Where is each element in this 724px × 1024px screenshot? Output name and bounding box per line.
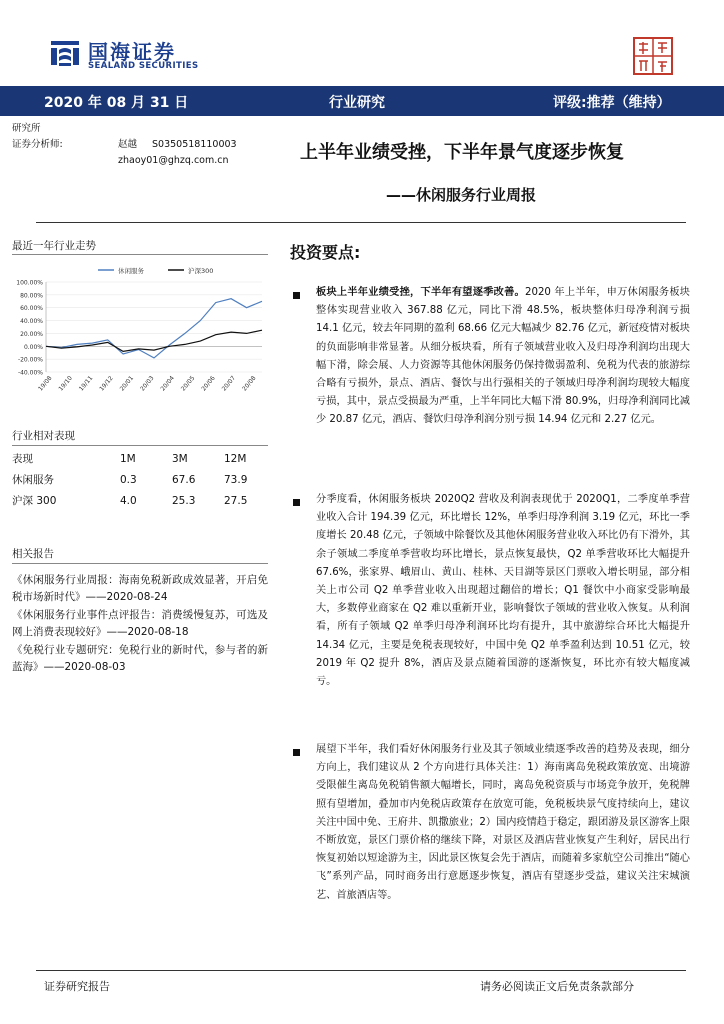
reports-divider (12, 563, 268, 564)
y-tick-label: 80.00% (20, 292, 43, 300)
footer-disclaimer: 请务必阅读正文后免责条款部分 (480, 980, 634, 993)
x-tick-label: 20/03 (139, 374, 156, 393)
brand-name-cn: 国海证券 (88, 40, 176, 64)
table-header-row (12, 448, 268, 469)
perf-table (12, 448, 268, 511)
legend-label: 休闲服务 (118, 267, 144, 275)
y-tick-label: -20.00% (17, 356, 43, 364)
trend-chart (12, 258, 268, 408)
table-header-cell: 表现 (12, 453, 33, 465)
related-reports (12, 572, 268, 676)
table-row (12, 490, 268, 511)
x-tick-label: 19/10 (57, 374, 74, 393)
table-cell: 73.9 (224, 473, 248, 486)
footer-divider (36, 970, 686, 971)
related-report-link[interactable]: 《休闲服务行业事件点评报告：消费缓慢复苏，可选及网上消费表现较好》——2020-08-18 (12, 608, 268, 639)
x-tick-label: 20/05 (179, 374, 197, 393)
header-banner (0, 86, 724, 116)
table-cell: 4.0 (120, 494, 137, 507)
table-cell: 休闲服务 (12, 474, 54, 486)
org-label: 研究所 (12, 123, 41, 134)
x-tick-label: 20/06 (200, 374, 217, 393)
footer-left: 证券研究报告 (44, 980, 110, 993)
analyst-label: 证券分析师: (12, 139, 63, 150)
x-tick-label: 19/12 (98, 374, 115, 393)
x-tick-label: 20/01 (118, 374, 136, 393)
sealand-logo-icon (50, 38, 80, 68)
report-rating: 评级:推荐（维持） (553, 95, 671, 111)
header-divider (36, 222, 686, 223)
table-cell: 0.3 (120, 473, 137, 486)
table-cell: 27.5 (224, 494, 248, 507)
x-tick-label: 20/08 (241, 374, 258, 393)
report-date: 2020 年 08 月 31 日 (44, 95, 189, 111)
y-tick-label: 40.00% (20, 318, 43, 326)
y-tick-label: 60.00% (20, 305, 43, 313)
report-title: 上半年业绩受挫，下半年景气度逐步恢复 (300, 142, 624, 163)
trend-divider (12, 254, 268, 255)
paragraph-quarterly: 分季度看，休闲服务板块 2020Q2 营收及利润表现优于 2020Q1，二季度单季营业收入合计 194.39 亿元，环比增长 12%，单季归母净利润 3.19 亿元，环比一季度增长 20.48 亿元，子领域中除餐饮及其他休闲服务营业收入环比仍有下滑外，其余子领域二季度单季营收均环比增长，景点恢复最快，Q2 单季营收环比大幅提升 67.6%，张家界、峨眉山、黄山、桂林、天目湖等景区门票收入增长明显，部分相关上市公司 Q2 单季营业收入出现超过翻倍的增长；Q1 餐饮中小商家受影响最大，多数停业商家在 Q2 难以重新开业，影响餐饮子领域的营业收入恢复。从利润看，所有子领域 Q2 单季归母净利润环比均有提升，其中旅游综合环比大幅提升 14.34 亿元，主要是免税表现较好，中国中免 Q2 单季盈利达到 10.51 亿元，较 2019 年 Q2 提升 8%，酒店及景点随着国游的逐渐恢复，环比亦有较大幅度减亏。 (316, 494, 690, 688)
analyst-email[interactable]: zhaoy01@ghzq.com.cn (118, 155, 229, 166)
analyst-name: 赵越 (118, 139, 138, 150)
perf-divider (12, 445, 268, 446)
y-tick-label: 0.00% (23, 343, 43, 351)
related-report-link[interactable]: 《休闲服务行业周报：海南免税新政成效显著，开启免税市场新时代》——2020-08-24 (12, 574, 268, 604)
trend-title: 最近一年行业走势 (12, 240, 96, 252)
y-tick-label: 20.00% (20, 330, 43, 338)
paragraph-body: 2020 年上半年，申万休闲服务板块整体实现营业收入 367.88 亿元，同比下滑 48.5%，板块整体归母净利润亏损 14.1 亿元，较去年同期的盈利 68.66 亿元大幅减少 82.76 亿元，新冠疫情对板块的负面影响非常显著。从细分板块看，所有子领域营业收入及归母净利润均出现大幅下滑，除会展、人力资源等其他休闲服务仍保持微弱盈利、免税为代表的旅游综合略有亏损外，景点、酒店、餐饮与出行强相关的子领域归母净利润均现较大幅度亏损，其中，景点受损最为严重，上半年同比大幅下滑 80.9%，归母净利润同比减少 20.87 亿元，酒店、餐饮归母净利润分别亏损 14.94 亿元和 2.27 亿元。 (316, 287, 690, 426)
bullet-icon (293, 749, 300, 756)
invest-heading: 投资要点: (290, 243, 361, 262)
brand-name-en: SEALAND SECURITIES (88, 61, 199, 71)
table-row (12, 469, 268, 490)
report-type: 行业研究 (329, 95, 385, 111)
legend-label: 沪深300 (188, 267, 214, 275)
table-cell: 沪深 300 (12, 495, 57, 507)
table-cell: 25.3 (172, 494, 196, 507)
x-tick-label: 20/04 (159, 374, 176, 393)
y-tick-label: 100.00% (16, 279, 43, 287)
analyst-cert: S0350518110003 (152, 139, 237, 150)
bullet-icon (293, 292, 300, 299)
table-header-cell: 1M (120, 452, 136, 465)
x-tick-label: 19/11 (77, 374, 95, 393)
table-header-cell: 3M (172, 452, 188, 465)
research-seal-icon (632, 36, 674, 76)
report-subtitle: ——休闲服务行业周报 (386, 186, 537, 204)
x-tick-label: 19/08 (37, 374, 54, 393)
paragraph-h1 (316, 284, 690, 430)
related-report-link[interactable]: 《免税行业专题研究：免税行业的新时代，参与者的新蓝海》——2020-08-03 (12, 643, 268, 674)
reports-title: 相关报告 (12, 548, 54, 560)
perf-title: 行业相对表现 (12, 430, 75, 442)
paragraph-outlook: 展望下半年，我们看好休闲服务行业及其子领域业绩逐季改善的趋势及表现，细分方向上，我们建议从 2 个方向进行具体关注：1）海南离岛免税政策放宽、出境游受限催生离岛免税销售额大幅增长，同时，离岛免税资质与市场竞争放开，免税牌照有望增加，叠加市内免税店政策存在放宽可能，免税板块景气度持续向上，建议关注中国中免、王府井、凯撒旅业；2）国内疫情趋于稳定，跟团游及景区游客上限不断放宽，景区门票价格的继续下降，对景区及酒店营业恢复产生利好，居民出行恢复初始以短途游为主，因此景区恢复会先于酒店，而随着多家航空公司推出“随心飞”系列产品，同时商务出行意愿逐步恢复，酒店有望逐步受益，建议关注宋城演艺、首旅酒店等。 (316, 744, 690, 901)
bullet-icon (293, 499, 300, 506)
y-tick-label: -40.00% (17, 369, 43, 377)
table-header-cell: 12M (224, 452, 247, 465)
paragraph-lead: 板块上半年业绩受挫，下半年有望逐季改善。 (316, 287, 525, 298)
x-tick-label: 20/07 (220, 374, 238, 393)
table-cell: 67.6 (172, 473, 196, 486)
